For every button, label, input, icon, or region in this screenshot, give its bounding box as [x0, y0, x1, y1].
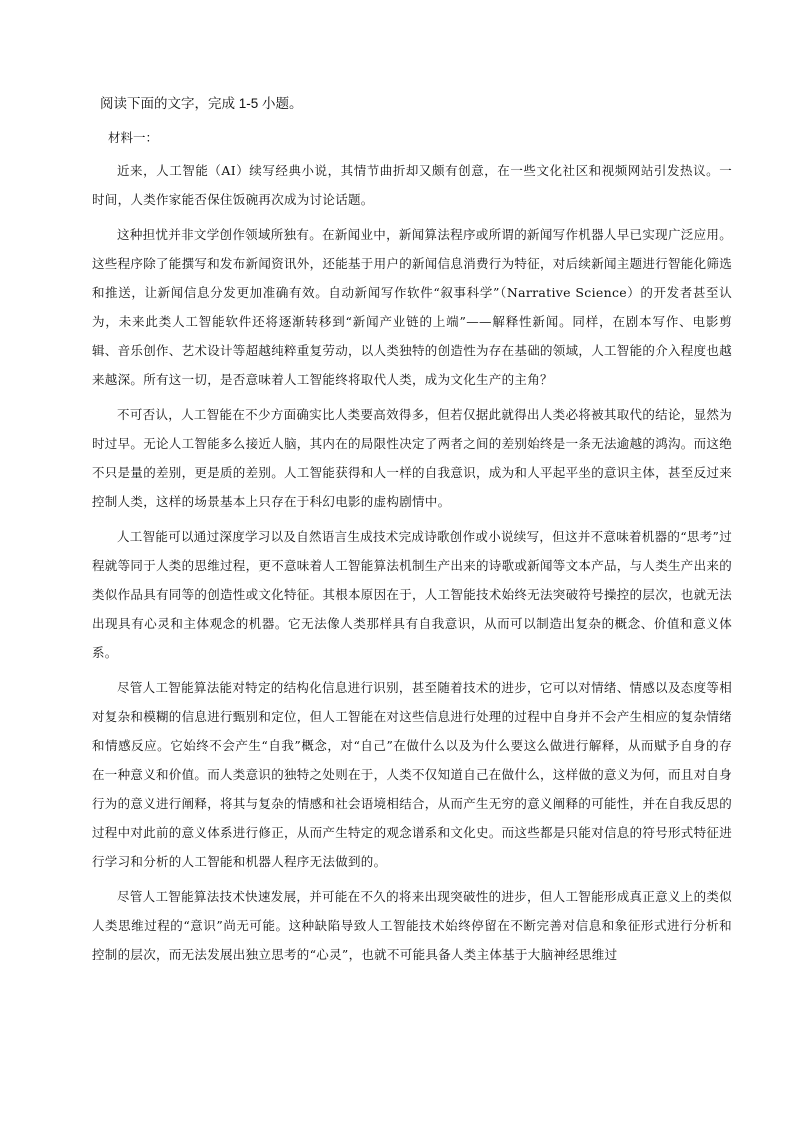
- paragraph-2: 这种担忧并非文学创作领域所独有。在新闻业中，新闻算法程序或所谓的新闻写作机器人早已实现广泛应用。这些程序除了能撰写和发布新闻资讯外，还能基于用户的新闻信息消费行为特征，对后续新闻主题进行智能化筛选和推送，让新闻信息分发更加准确有效。自动新闻写作软件“叙事科学”（Narrative Science）的开发者甚至认为，未来此类人工智能软件还将逐渐转移到“新闻产业链的上端”——解释性新闻。同样，在剧本写作、电影剪辑、音乐创作、艺术设计等超越纯粹重复劳动，以人类独特的创造性为存在基础的领域，人工智能的介入程度也越来越深。所有这一切，是否意味着人工智能终将取代人类，成为文化生产的主角？: [92, 227, 733, 387]
- paragraph-4: 人工智能可以通过深度学习以及自然语言生成技术完成诗歌创作或小说续写，但这并不意味着机器的“思考”过程就等同于人类的思维过程，更不意味着人工智能算法机制生产出来的诗歌或新闻等文本产品，与人类生产出来的类似作品具有同等的创造性或文化特征。其根本原因在于，人工智能技术始终无法突破符号操控的层次，也就无法出现具有心灵和主体观念的机器。它无法像人类那样具有自我意识，从而可以制造出复杂的概念、价值和意义体系。: [92, 529, 733, 660]
- paragraph-6: 尽管人工智能算法技术快速发展，并可能在不久的将来出现突破性的进步，但人工智能形成真正意义上的类似人类思维过程的“意识”尚无可能。这种缺陷导致人工智能技术始终停留在不断完善对信息和象征形式进行分析和控制的层次，而无法发展出独立思考的“心灵”，也就不可能具备人类主体基于大脑神经思维过: [92, 889, 732, 962]
- paragraph-5: 尽管人工智能算法能对特定的结构化信息进行识别，甚至随着技术的进步，它可以对情绪、情感以及态度等相对复杂和模糊的信息进行甄别和定位，但人工智能在对这些信息进行处理的过程中自身并不会产生相应的复杂情绪和情感反应。它始终不会产生“自我”概念，对“自己”在做什么以及为什么要这么做进行解释，从而赋予自身的存在一种意义和价值。而人类意识的独特之处则在于，人类不仅知道自己在做什么，这样做的意义为何，而且对自身行为的意义进行阐释，将其与复杂的情感和社会语境相结合，从而产生无穷的意义阐释的可能性，并在自我反思的过程中对此前的意义体系进行修正，从而产生特定的观念谱系和文化史。而这些都是只能对信息的符号形式特征进行学习和分析的人工智能和机器人程序无法做到的。: [92, 680, 733, 869]
- paragraph-3: 不可否认，人工智能在不少方面确实比人类要高效得多，但若仅据此就得出人类必将被其取代的结论，显然为时过早。无论人工智能多么接近人脑，其内在的局限性决定了两者之间的差别始终是一条无法逾越的鸿沟。而这绝不只是量的差别，更是质的差别。人工智能获得和人一样的自我意识，成为和人平起平坐的意识主体，甚至反过来控制人类，这样的场景基本上只存在于科幻电影的虚构剧情中。: [92, 407, 733, 509]
- material-label: 材料一：: [108, 130, 159, 145]
- paragraph-1: 近来，人工智能（AI）续写经典小说，其情节曲折却又颇有创意，在一些文化社区和视频网站引发热议。一时间，人类作家能否保住饭碗再次成为讨论话题。: [92, 163, 732, 207]
- reading-instruction: 阅读下面的文字，完成 1-5 小题。: [100, 96, 303, 111]
